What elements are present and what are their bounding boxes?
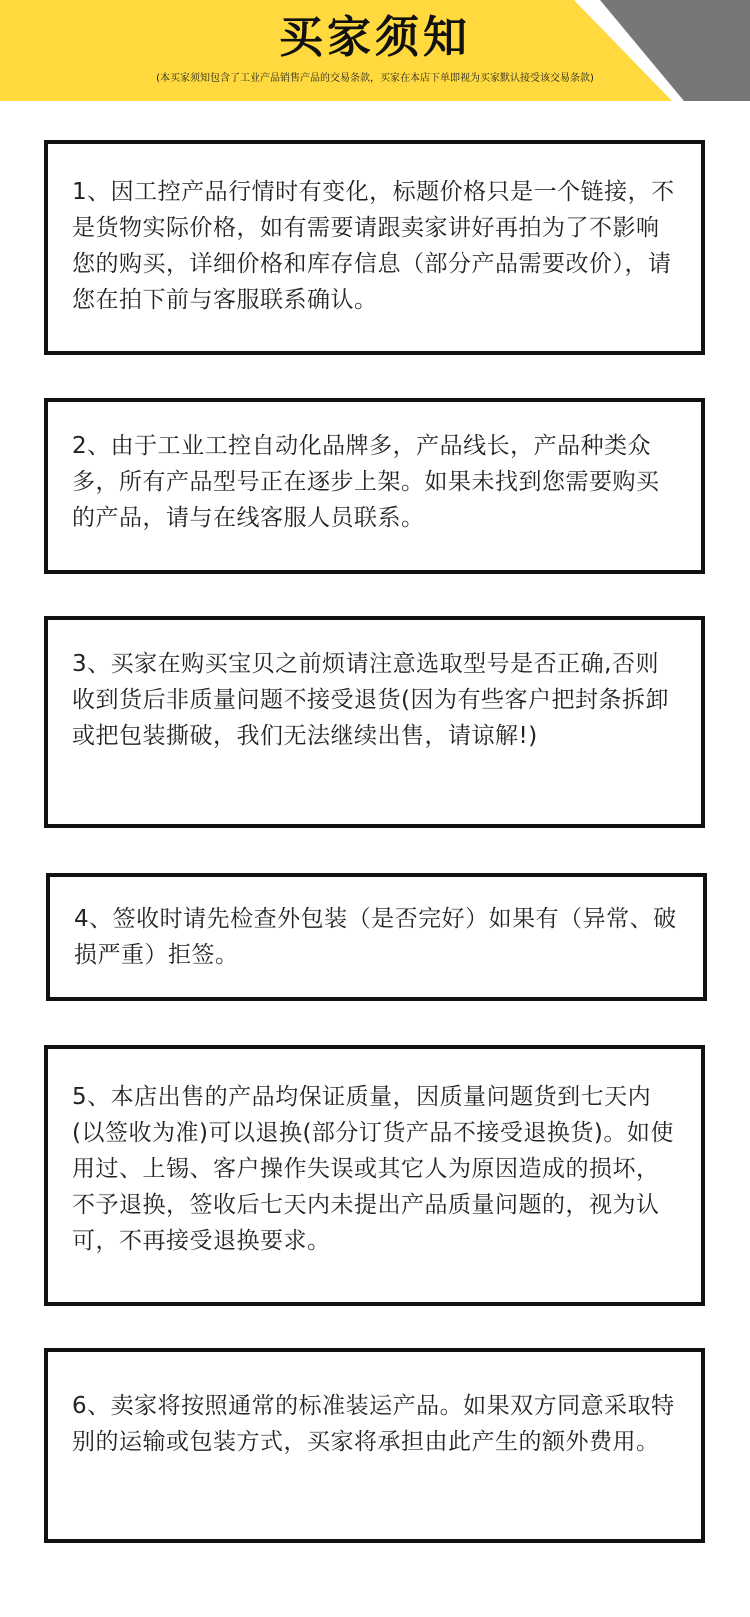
- page-subtitle: (本买家须知包含了工业产品销售产品的交易条款，买家在本店下单即视为买家默认接受该交易条款): [156, 73, 594, 84]
- notice-box-4: [46, 873, 707, 1001]
- notice-text: 2、由于工业工控自动化品牌多，产品线长，产品种类众多，所有产品型号正在逐步上架。如果未找到您需要购买的产品，请与在线客服人员联系。: [72, 433, 660, 531]
- notice-box-6: [44, 1348, 705, 1543]
- header-banner: [0, 0, 750, 101]
- notice-box-2: [44, 398, 705, 574]
- notice-text: 5、本店出售的产品均保证质量，因质量问题货到七天内(以签收为准)可以退换(部分订货产品不接受退换货)。如使用过、上锡、客户操作失误或其它人为原因造成的损坏，不予退换，签收后七天内未提出产品质量问题的，视为认可，不再接受退换要求。: [72, 1084, 674, 1254]
- page-title: 买家须知: [279, 12, 471, 63]
- notice-box-5: [44, 1045, 705, 1306]
- notice-box-3: [44, 616, 705, 828]
- notice-text: 4、签收时请先检查外包装（是否完好）如果有（异常、破损严重）拒签。: [74, 906, 677, 968]
- notice-box-1: [44, 140, 705, 355]
- notice-text: 3、买家在购买宝贝之前烦请注意选取型号是否正确,否则收到货后非质量问题不接受退货(因为有些客户把封条拆卸或把包装撕破，我们无法继续出售，请谅解!): [72, 651, 669, 749]
- notice-text: 1、因工控产品行情时有变化，标题价格只是一个链接，不是货物实际价格，如有需要请跟卖家讲好再拍为了不影响您的购买，详细价格和库存信息（部分产品需要改价），请您在拍下前与客服联系确认。: [72, 179, 675, 313]
- notice-text: 6、卖家将按照通常的标准装运产品。如果双方同意采取特别的运输或包装方式，买家将承担由此产生的额外费用。: [72, 1393, 675, 1455]
